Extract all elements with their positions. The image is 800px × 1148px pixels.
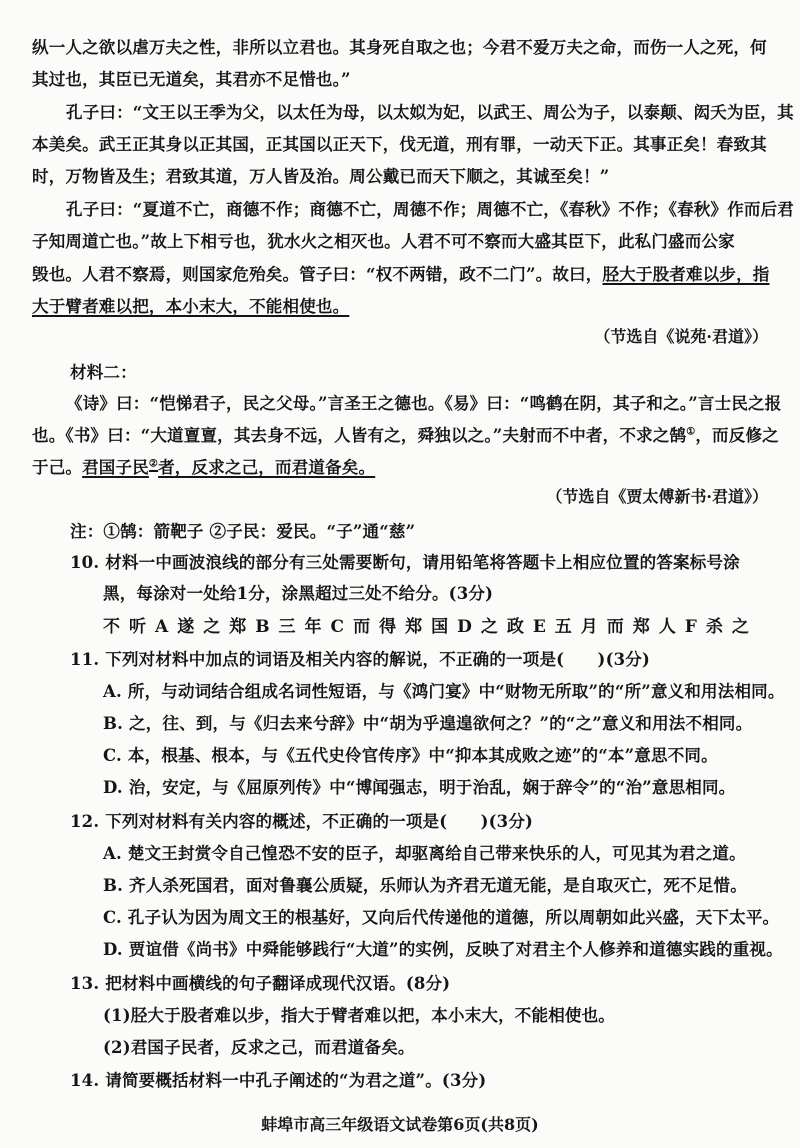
material1-line-8-text: 毁也。人君不察焉，则国家危殆矣。管子曰：“权不两错，政不二门”。故曰， <box>32 265 603 284</box>
footnote-mark-2: ② <box>148 458 159 470</box>
q10-title-2: 黑，每涂对一处给1分，涂黑超过三处不给分。(3分) <box>103 584 494 603</box>
underlined-sentence-1b: 大于臂者难以把，本小末大，不能相使也。 <box>32 297 350 316</box>
q13-item-2: (2)君国子民者，反求之己，而君道备矣。 <box>103 1038 415 1057</box>
material2-line-2-text: 也。《书》曰：“大道亶亶，其去身不远，人皆有之，舜独以之。”夫射而不中者，不求之鹄 <box>32 426 687 445</box>
material1-line-1: 纵一人之欲以虐万夫之性，非所以立君也。其身死自取之也；今君不爱万夫之命，而伤一人之死，何 <box>32 38 767 57</box>
material1-line-2: 其过也，其臣已无道矣，其君亦不足惜也。” <box>32 70 351 89</box>
q11-option-b: B. 之，往、到，与《归去来兮辞》中“胡为乎遑遑欲何之？”的“之”意义和用法不相同。 <box>103 714 753 733</box>
material1-line-6: 孔子曰：“夏道不亡，商德不作；商德不亡，周德不作；周德不亡，《春秋》不作；《春秋》作而后君 <box>66 200 794 219</box>
underlined-sentence-1a: 胫大于股者难以步，指 <box>602 265 770 284</box>
q13-item-1: (1)胫大于股者难以步，指大于臂者难以把，本小末大，不能相使也。 <box>103 1006 615 1025</box>
q11-option-a: A. 所，与动词结合组成名词性短语，与《鸿门宴》中“财物无所取”的“所”意义和用法相同。 <box>103 682 785 701</box>
page-footer: 蚌埠市高三年级语文试卷第6页(共8页) <box>261 1115 539 1134</box>
material1-line-3: 孔子曰：“文王以王季为父，以太任为母，以太姒为妃，以武王、周公为子，以泰颠、闳夭为臣，其 <box>66 103 794 122</box>
material2-line-1: 《诗》曰：“恺悌君子，民之父母。”言圣王之德也。《易》曰：“鸣鹤在阴，其子和之。”言士民之报 <box>66 394 782 413</box>
q14-title: 14. 请简要概括材料一中孔子阐述的“为君之道”。(3分) <box>70 1071 487 1090</box>
q11-title: 11. 下列对材料中加点的词语及相关内容的解说，不正确的一项是( )(3分) <box>70 650 650 669</box>
q12-title: 12. 下列对材料有关内容的概述，不正确的一项是( )(3分) <box>70 812 534 831</box>
q11-option-c: C. 本，根基、根本，与《五代史伶官传序》中“抑本其成败之迹”的“本”意思不同。 <box>103 746 718 765</box>
material1-line-5: 时，万物皆及生；君致其道，万人皆及治。周公戴已而天下顺之，其诚至矣！” <box>32 167 610 186</box>
material2-line-3 <box>32 454 375 478</box>
annotation-note: 注：①鹄：箭靶子 ②子民：爱民。“子”通“慈” <box>70 522 416 541</box>
q10-title: 10. 材料一中画波浪线的部分有三处需要断句，请用铅笔将答题卡上相应位置的答案标号涂 <box>70 553 740 572</box>
q12-option-d: D. 贾谊借《尚书》中舜能够践行“大道”的实例，反映了对君主个人修养和道德实践的重视。 <box>103 940 783 959</box>
material1-line-8 <box>32 261 769 285</box>
q12-option-c: C. 孔子认为因为周文王的根基好，又向后代传递他的道德，所以周朝如此兴盛，天下太平。 <box>103 908 780 927</box>
q13-title: 13. 把材料中画横线的句子翻译成现代汉语。(8分) <box>70 974 451 993</box>
q10-sentence: 不听A遂之郑B三年C而得郑国D之政E五月而郑人F杀之 <box>103 617 758 637</box>
material2-line-2-tail: ，而反修之 <box>695 426 779 445</box>
material1-source: （节选自《说苑·君道》） <box>594 327 768 346</box>
material2-source: （节选自《贾太傅新书·君道》） <box>546 487 768 506</box>
footnote-mark-1: ① <box>686 426 696 438</box>
q12-option-a: A. 楚文王封赏令自己惶恐不安的臣子，却驱离给自己带来快乐的人，可见其为君之道。 <box>103 844 746 863</box>
material2-heading: 材料二： <box>70 363 137 382</box>
underlined-sentence-2a: 君国子民 <box>82 458 149 477</box>
material1-line-4: 本美矣。武王正其身以正其国，正其国以正天下，伐无道，刑有罪，一动天下正。其事正矣！春致其 <box>32 135 767 154</box>
q12-option-b: B. 齐人杀死国君，面对鲁襄公质疑，乐师认为齐君无道无能，是自取灭亡，死不足惜。 <box>103 876 747 895</box>
material2-line-2 <box>32 422 779 446</box>
material2-line-3-text: 于己。 <box>32 458 83 477</box>
material1-line-7: 子知周道亡也。”故上下相亏也，犹水火之相灭也。人君不可不察而大盛其臣下，此私门盛而公家 <box>32 232 735 251</box>
underlined-sentence-2b: 者，反求之己，而君道备矣。 <box>158 458 376 477</box>
q11-option-d: D. 治，安定，与《屈原列传》中“博闻强志，明于治乱，娴于辞令”的“治”意思相同。 <box>103 778 736 797</box>
